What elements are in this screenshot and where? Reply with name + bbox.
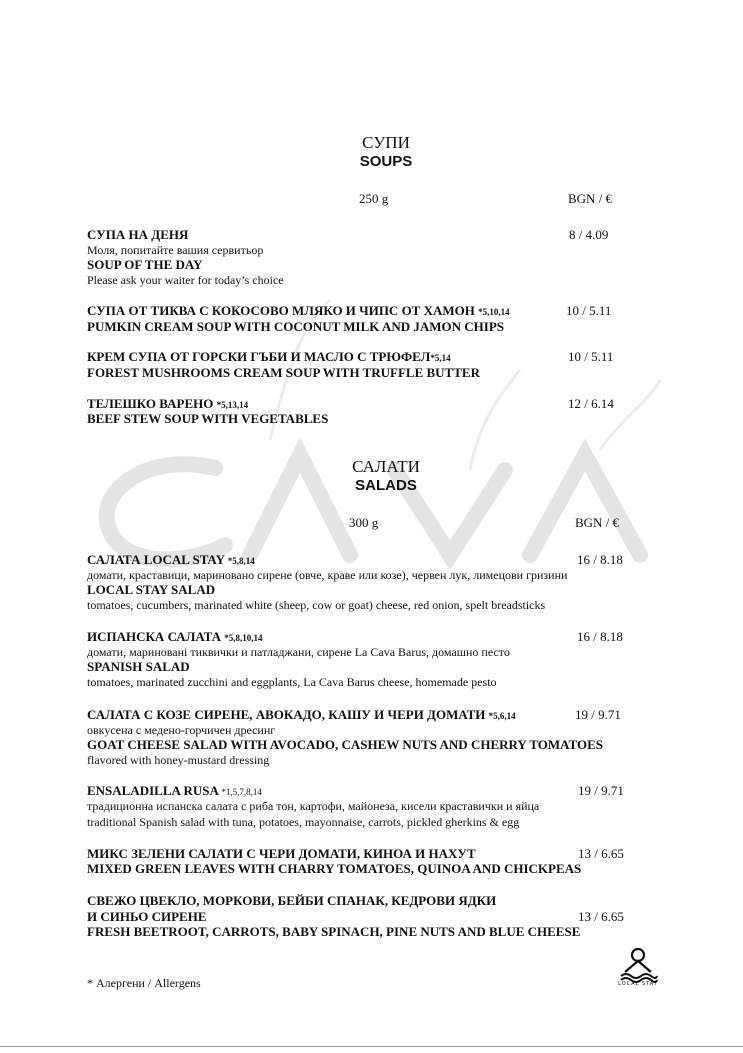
soup-name-bg: СУПА НА ДЕНЯ	[87, 227, 189, 242]
salad-price: 16 / 8.18	[577, 552, 623, 567]
logo-text: LOCAL STAY	[618, 981, 658, 987]
soups-portion: 250 g	[359, 191, 389, 206]
salad-name-bg	[87, 707, 516, 723]
allergen-codes: *1,5,7,8,14	[221, 787, 262, 797]
salad-name-bg-text: САЛАТА С КОЗЕ СИРЕНЕ, АВОКАДО, КАШУ И ЧЕРИ ДОМАТИ	[87, 707, 486, 722]
soup-name-bg	[87, 349, 451, 365]
salad-name-en: MIXED GREEN LEAVES WITH CHARRY TOMATOES, QUINOA AND CHICKPEAS	[87, 861, 582, 876]
allergen-codes: *5,6,14	[488, 711, 516, 721]
local-stay-logo-icon	[617, 946, 659, 990]
salad-desc-bg: овкусена с медено-горчичен дресинг	[87, 723, 276, 737]
allergen-codes: *5,13,14	[216, 400, 249, 410]
soup-name-en: PUMKIN CREAM SOUP WITH COCONUT MILK AND JAMON CHIPS	[87, 319, 504, 334]
salad-price: 13 / 6.65	[578, 909, 624, 924]
salad-price: 19 / 9.71	[575, 707, 621, 722]
allergen-codes: *5,14	[430, 353, 451, 363]
soup-name-en: SOUP OF THE DAY	[87, 257, 203, 272]
salad-name-bg-line2: И СИНЬО СИРЕНЕ	[87, 909, 207, 924]
salad-name-bg: МИКС ЗЕЛЕНИ САЛАТИ С ЧЕРИ ДОМАТИ, КИНОА И НАХУТ	[87, 846, 476, 861]
soup-price: 12 / 6.14	[568, 396, 614, 411]
soup-price: 10 / 5.11	[566, 303, 612, 318]
salads-portion: 300 g	[349, 515, 379, 530]
allergen-codes: *5,8,14	[227, 556, 255, 566]
salad-price: 19 / 9.71	[578, 783, 624, 798]
soup-name-en: BEEF STEW SOUP WITH VEGETABLES	[87, 411, 329, 426]
salad-name-en: LOCAL STAY SALAD	[87, 582, 216, 597]
soups-title-en: SOUPS	[359, 153, 413, 170]
soup-name-bg	[87, 396, 248, 412]
soups-currency: BGN / €	[568, 191, 613, 206]
salad-name-bg	[87, 629, 263, 645]
salad-desc-en: tomatoes, marinated zucchini and eggplants, La Cava Barus cheese, homemade pesto	[87, 675, 497, 689]
soup-name-bg-text: КРЕМ СУПА ОТ ГОРСКИ ГЪБИ И МАСЛО С ТРЮФЕЛ	[87, 349, 431, 364]
salad-name-en: SPANISH SALAD	[87, 659, 190, 674]
soup-name-bg-text: СУПА ОТ ТИКВА С КОКОСОВО МЛЯКО И ЧИПС ОТ ХАМОН	[87, 303, 475, 318]
allergen-codes: *5,8,10,14	[224, 633, 263, 643]
soup-price: 10 / 5.11	[568, 349, 614, 364]
salad-name-en: FRESH BEETROOT, CARROTS, BABY SPINACH, PINE NUTS AND BLUE CHEESE	[87, 924, 581, 939]
soup-desc-en: Please ask your waiter for today’s choice	[87, 273, 284, 287]
salad-name-bg	[87, 552, 255, 568]
salad-name-en: GOAT CHEESE SALAD WITH AVOCADO, CASHEW NUTS AND CHERRY TOMATOES	[87, 737, 604, 752]
salad-name-bg-text: ENSALADILLA RUSA	[87, 783, 219, 798]
salad-name-bg: СВЕЖО ЦВЕКЛО, МОРКОВИ, БЕЙБИ СПАНАК, КЕДРОВИ ЯДКИ	[87, 893, 497, 908]
soup-desc-bg: Моля, попитайте вашия сервитьор	[87, 243, 264, 257]
salad-price: 13 / 6.65	[578, 846, 624, 861]
soup-name-en: FOREST MUSHROOMS CREAM SOUP WITH TRUFFLE BUTTER	[87, 365, 480, 380]
allergen-codes: *5,10,14	[478, 307, 510, 317]
salad-name-bg	[87, 783, 262, 799]
salads-title-bg: САЛАТИ	[352, 457, 420, 476]
salads-currency: BGN / €	[575, 515, 620, 530]
soup-price: 8 / 4.09	[569, 227, 609, 242]
salad-desc-en: traditional Spanish salad with tuna, potatoes, mayonnaise, carrots, pickled gherkins & egg	[87, 815, 520, 829]
salad-desc-bg: традиционна испанска салата с риба тон, картофи, майонеза, кисели краставички и яйца	[87, 799, 540, 813]
soups-title-bg: СУПИ	[362, 133, 410, 152]
salad-desc-en: tomatoes, cucumbers, marinated white (sheep, cow or goat) cheese, red onion, spelt breadsticks	[87, 598, 546, 612]
salad-desc-en: flavored with honey-mustard dressing	[87, 753, 270, 767]
salad-price: 16 / 8.18	[577, 629, 623, 644]
salad-desc-bg: домати, маринованi тиквички и патладжани, сирене La Cava Barus, домашно песто	[87, 645, 510, 659]
salad-name-bg-text: ИСПАНСКА САЛАТА	[87, 629, 222, 644]
salad-desc-bg: домати, краставици, мариновано сирене (овче, краве или козе), червен лук, лимецови гризини	[87, 568, 568, 582]
page-bottom-border	[0, 1046, 743, 1047]
soup-name-bg-text: ТЕЛЕШКО ВАРЕНО	[87, 396, 214, 411]
salad-name-bg-text: САЛАТА LOCAL STAY	[87, 552, 225, 567]
salads-title-en: SALADS	[355, 477, 417, 494]
allergens-note: * Алергени / Allergens	[87, 976, 201, 990]
soup-name-bg	[87, 303, 510, 319]
